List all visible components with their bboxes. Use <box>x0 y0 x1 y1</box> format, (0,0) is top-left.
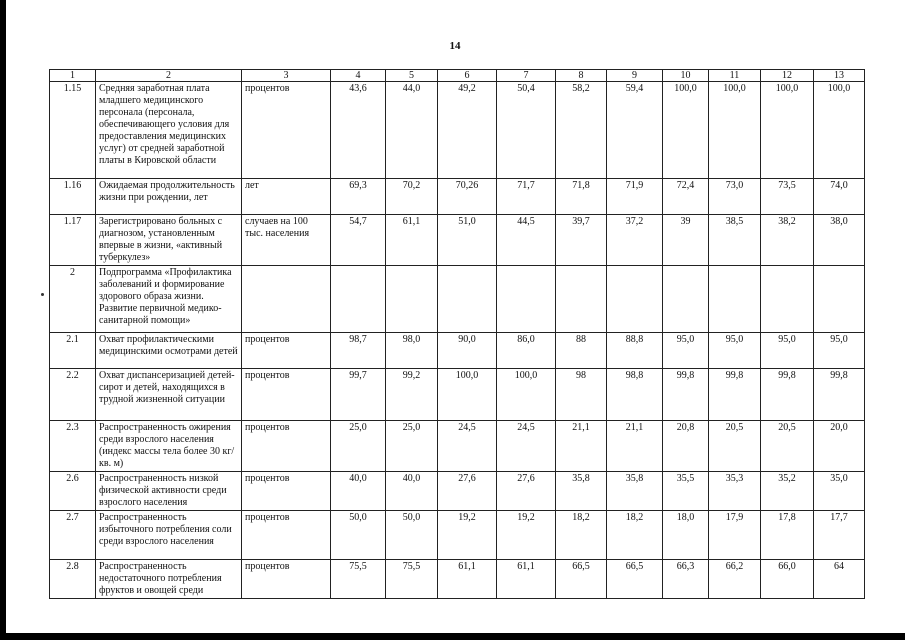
value-cell: 69,3 <box>331 179 386 215</box>
indicator-name-cell: Подпрограмма «Профилактика заболеваний и формирование здорового образа жизни. Развитие первичной медико-санитарной помощи» <box>96 266 242 333</box>
column-number-cell: 6 <box>438 70 497 82</box>
value-cell: 20,0 <box>814 421 865 472</box>
value-cell: 98,7 <box>331 333 386 369</box>
value-cell: 100,0 <box>709 82 761 179</box>
value-cell: 95,0 <box>761 333 814 369</box>
row-number-cell: 1.17 <box>50 215 96 266</box>
table-row <box>50 215 865 266</box>
value-cell: 24,5 <box>497 421 556 472</box>
value-cell: 35,3 <box>709 472 761 511</box>
value-cell <box>607 266 663 333</box>
unit-cell: процентов <box>242 560 331 599</box>
unit-cell: процентов <box>242 333 331 369</box>
indicator-name-cell: Охват диспансеризацией детей-сирот и детей, находящихся в трудной жизненной ситуации <box>96 369 242 421</box>
value-cell: 100,0 <box>497 369 556 421</box>
unit-cell <box>242 266 331 333</box>
page-number: 14 <box>449 40 461 52</box>
value-cell: 88 <box>556 333 607 369</box>
value-cell: 99,8 <box>761 369 814 421</box>
value-cell: 100,0 <box>761 82 814 179</box>
table-row <box>50 369 865 421</box>
value-cell: 86,0 <box>497 333 556 369</box>
value-cell: 25,0 <box>331 421 386 472</box>
value-cell: 66,2 <box>709 560 761 599</box>
value-cell: 71,8 <box>556 179 607 215</box>
unit-cell: лет <box>242 179 331 215</box>
row-number-cell: 1.15 <box>50 82 96 179</box>
row-number-cell: 2.8 <box>50 560 96 599</box>
value-cell: 51,0 <box>438 215 497 266</box>
indicator-name-cell: Охват профилактическими медицинскими осмотрами детей <box>96 333 242 369</box>
value-cell: 100,0 <box>438 369 497 421</box>
value-cell: 35,5 <box>663 472 709 511</box>
value-cell <box>497 266 556 333</box>
value-cell: 73,5 <box>761 179 814 215</box>
value-cell: 61,1 <box>438 560 497 599</box>
table-row <box>50 333 865 369</box>
value-cell: 18,0 <box>663 511 709 560</box>
value-cell: 35,8 <box>556 472 607 511</box>
indicator-name-cell: Распространенность избыточного потребления соли среди взрослого населения <box>96 511 242 560</box>
table-row <box>50 560 865 599</box>
value-cell: 95,0 <box>709 333 761 369</box>
value-cell <box>331 266 386 333</box>
column-number-cell: 4 <box>331 70 386 82</box>
value-cell <box>709 266 761 333</box>
value-cell: 98 <box>556 369 607 421</box>
value-cell: 20,5 <box>709 421 761 472</box>
value-cell: 27,6 <box>438 472 497 511</box>
value-cell: 70,26 <box>438 179 497 215</box>
value-cell: 27,6 <box>497 472 556 511</box>
scan-border-bottom <box>0 633 905 640</box>
value-cell <box>761 266 814 333</box>
value-cell: 20,5 <box>761 421 814 472</box>
value-cell: 98,0 <box>386 333 438 369</box>
value-cell: 19,2 <box>497 511 556 560</box>
column-number-cell: 12 <box>761 70 814 82</box>
row-number-cell: 2 <box>50 266 96 333</box>
value-cell: 24,5 <box>438 421 497 472</box>
value-cell: 25,0 <box>386 421 438 472</box>
value-cell: 99,8 <box>709 369 761 421</box>
value-cell: 100,0 <box>814 82 865 179</box>
value-cell: 66,5 <box>556 560 607 599</box>
table-row <box>50 472 865 511</box>
value-cell: 58,2 <box>556 82 607 179</box>
value-cell: 38,0 <box>814 215 865 266</box>
value-cell: 99,7 <box>331 369 386 421</box>
value-cell: 18,2 <box>607 511 663 560</box>
value-cell: 50,4 <box>497 82 556 179</box>
value-cell: 43,6 <box>331 82 386 179</box>
unit-cell: процентов <box>242 369 331 421</box>
value-cell: 39,7 <box>556 215 607 266</box>
value-cell: 64 <box>814 560 865 599</box>
value-cell: 66,0 <box>761 560 814 599</box>
value-cell: 71,9 <box>607 179 663 215</box>
value-cell: 17,7 <box>814 511 865 560</box>
value-cell: 74,0 <box>814 179 865 215</box>
table-row <box>50 421 865 472</box>
column-number-cell: 11 <box>709 70 761 82</box>
value-cell <box>556 266 607 333</box>
value-cell: 50,0 <box>331 511 386 560</box>
value-cell: 95,0 <box>814 333 865 369</box>
unit-cell: процентов <box>242 472 331 511</box>
value-cell <box>814 266 865 333</box>
unit-cell: процентов <box>242 511 331 560</box>
value-cell: 66,5 <box>607 560 663 599</box>
value-cell: 40,0 <box>331 472 386 511</box>
indicators-table <box>49 69 865 599</box>
indicator-name-cell: Ожидаемая продолжительность жизни при рождении, лет <box>96 179 242 215</box>
value-cell: 54,7 <box>331 215 386 266</box>
column-number-cell: 8 <box>556 70 607 82</box>
value-cell: 39 <box>663 215 709 266</box>
column-number-cell: 3 <box>242 70 331 82</box>
value-cell: 50,0 <box>386 511 438 560</box>
value-cell: 61,1 <box>386 215 438 266</box>
scan-border-left <box>0 0 6 640</box>
value-cell: 98,8 <box>607 369 663 421</box>
value-cell: 99,2 <box>386 369 438 421</box>
value-cell <box>663 266 709 333</box>
table-row <box>50 511 865 560</box>
value-cell: 73,0 <box>709 179 761 215</box>
value-cell: 99,8 <box>663 369 709 421</box>
row-number-cell: 2.7 <box>50 511 96 560</box>
column-number-cell: 2 <box>96 70 242 82</box>
table-row <box>50 179 865 215</box>
value-cell: 88,8 <box>607 333 663 369</box>
indicator-name-cell: Распространенность недостаточного потребления фруктов и овощей среди <box>96 560 242 599</box>
value-cell: 66,3 <box>663 560 709 599</box>
table-body <box>50 70 865 599</box>
value-cell: 40,0 <box>386 472 438 511</box>
value-cell: 17,9 <box>709 511 761 560</box>
value-cell: 35,8 <box>607 472 663 511</box>
table-row <box>50 82 865 179</box>
value-cell: 99,8 <box>814 369 865 421</box>
value-cell <box>438 266 497 333</box>
row-number-cell: 2.2 <box>50 369 96 421</box>
value-cell: 21,1 <box>607 421 663 472</box>
value-cell: 21,1 <box>556 421 607 472</box>
column-number-cell: 13 <box>814 70 865 82</box>
row-number-cell: 2.3 <box>50 421 96 472</box>
value-cell: 38,2 <box>761 215 814 266</box>
value-cell: 38,5 <box>709 215 761 266</box>
value-cell: 44,0 <box>386 82 438 179</box>
scan-speck <box>41 293 44 296</box>
row-number-cell: 2.6 <box>50 472 96 511</box>
value-cell: 90,0 <box>438 333 497 369</box>
value-cell: 35,0 <box>814 472 865 511</box>
value-cell: 37,2 <box>607 215 663 266</box>
value-cell: 35,2 <box>761 472 814 511</box>
row-number-cell: 2.1 <box>50 333 96 369</box>
column-number-cell: 7 <box>497 70 556 82</box>
value-cell: 95,0 <box>663 333 709 369</box>
column-number-cell: 1 <box>50 70 96 82</box>
value-cell: 59,4 <box>607 82 663 179</box>
value-cell <box>386 266 438 333</box>
value-cell: 71,7 <box>497 179 556 215</box>
value-cell: 20,8 <box>663 421 709 472</box>
unit-cell: процентов <box>242 421 331 472</box>
value-cell: 19,2 <box>438 511 497 560</box>
value-cell: 17,8 <box>761 511 814 560</box>
column-number-row <box>50 70 865 82</box>
indicator-name-cell: Зарегистрировано больных с диагнозом, установленным впервые в жизни, «активный туберкулез» <box>96 215 242 266</box>
indicator-name-cell: Распространенность ожирения среди взрослого населения (индекс массы тела более 30 кг/кв. м) <box>96 421 242 472</box>
value-cell: 75,5 <box>331 560 386 599</box>
row-number-cell: 1.16 <box>50 179 96 215</box>
indicator-name-cell: Распространенность низкой физической активности среди взрослого населения <box>96 472 242 511</box>
column-number-cell: 10 <box>663 70 709 82</box>
value-cell: 44,5 <box>497 215 556 266</box>
value-cell: 61,1 <box>497 560 556 599</box>
value-cell: 75,5 <box>386 560 438 599</box>
value-cell: 70,2 <box>386 179 438 215</box>
value-cell: 100,0 <box>663 82 709 179</box>
column-number-cell: 5 <box>386 70 438 82</box>
indicator-name-cell: Средняя заработная плата младшего медицинского персонала (персонала, обеспечивающего условия для предоставления медицинских услуг) от средней заработной платы в Кировской области <box>96 82 242 179</box>
column-number-cell: 9 <box>607 70 663 82</box>
value-cell: 18,2 <box>556 511 607 560</box>
value-cell: 72,4 <box>663 179 709 215</box>
unit-cell: процентов <box>242 82 331 179</box>
table-row <box>50 266 865 333</box>
value-cell: 49,2 <box>438 82 497 179</box>
unit-cell: случаев на 100 тыс. населения <box>242 215 331 266</box>
